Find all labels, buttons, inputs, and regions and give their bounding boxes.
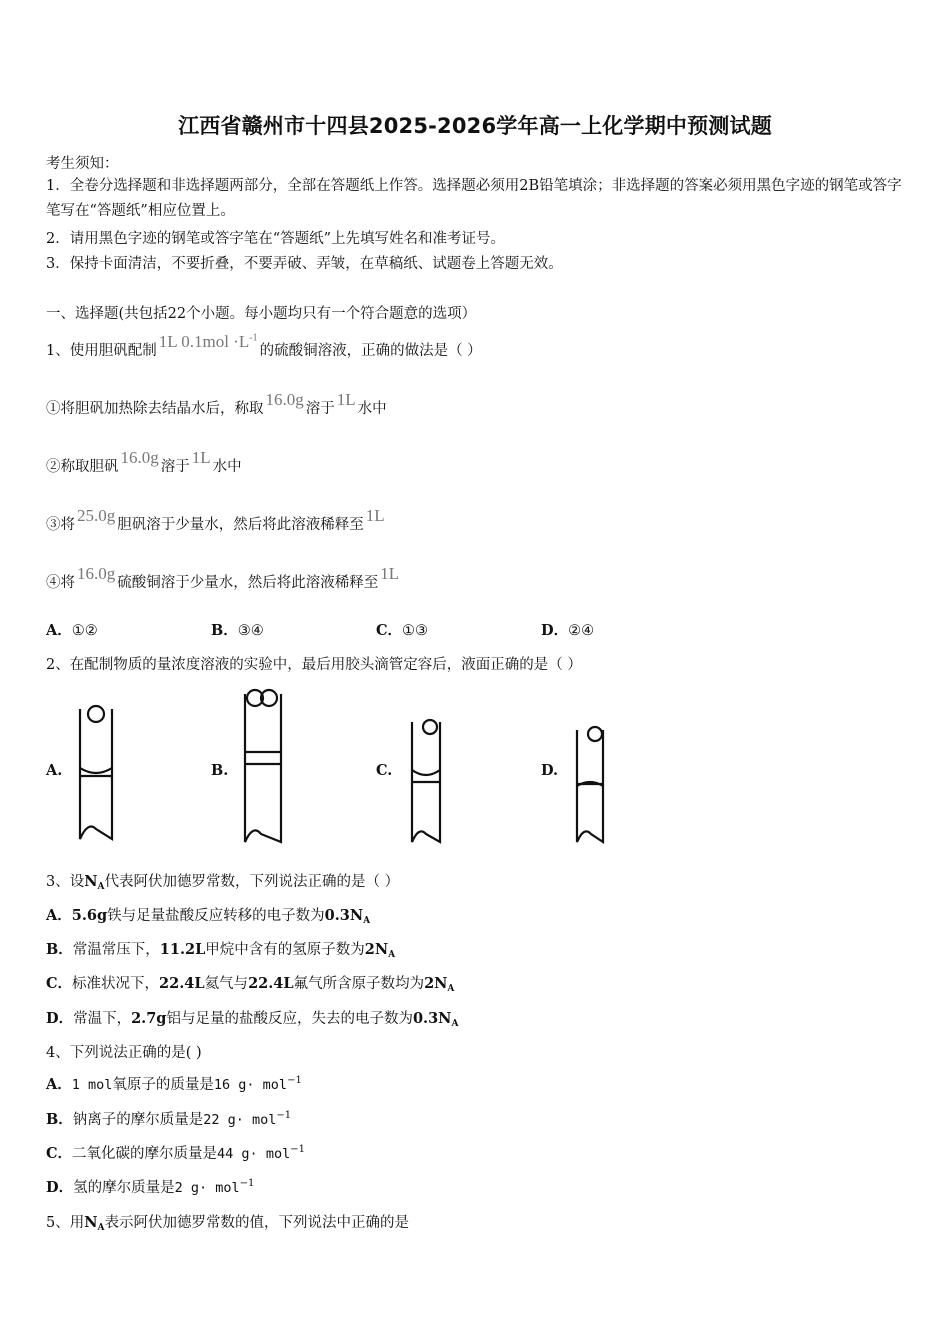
question-4: 4、下列说法正确的是( ) xyxy=(46,1045,202,1061)
q2-label-a[interactable]: A. xyxy=(46,762,63,779)
page-title: 江西省赣州市十四县2025-2026学年高一上化学期中预测试题 xyxy=(178,114,772,138)
q1-statement-3: ③将 25.0g 胆矾溶于少量水，然后将此溶液稀释至 1L xyxy=(46,506,385,533)
q1-statement-2: ②称取胆矾 16.0g 溶于 1L 水中 xyxy=(46,448,242,475)
q3-option-b[interactable]: B．常温常压下，11.2L甲烷中含有的氢原子数为$2N_A$ xyxy=(46,941,396,960)
notice-item-3: 3．保持卡面清洁，不要折叠，不要弄破、弄皱，在草稿纸、试题卷上答题无效。 xyxy=(46,256,563,272)
question-5: 5、用$N_A$表示阿伏加德罗常数的值，下列说法中正确的是 xyxy=(46,1214,409,1233)
q1-formula: 1L $0.1mol \cdot L^{-1}$ xyxy=(158,332,258,351)
q4-option-b[interactable]: B．钠离子的摩尔质量是22 g· mol$^{-1}$ xyxy=(46,1110,292,1128)
q1-prefix: 1、使用胆矾配制 xyxy=(46,343,157,359)
q2-label-c[interactable]: C. xyxy=(376,762,393,779)
q1-option-a[interactable]: A．①② xyxy=(46,622,98,639)
flask-neck-c-icon xyxy=(410,718,442,844)
flask-neck-a-icon xyxy=(78,703,114,841)
notice-item-2: 2．请用黑色字迹的钢笔或答字笔在“答题纸”上先填写姓名和准考证号。 xyxy=(46,231,506,247)
question-1 xyxy=(46,332,482,360)
q1-suffix: 的硫酸铜溶液，正确的做法是（ ） xyxy=(259,343,482,359)
q4-option-a[interactable]: A．1 mol氧原子的质量是16 g· mol$^{-1}$ xyxy=(46,1075,302,1093)
q3-option-c[interactable]: C．标准状况下，22.4L氦气与22.4L氟气所含原子数均为$2N_A$ xyxy=(46,975,455,994)
q1-statement-4: ④将 16.0g 硫酸铜溶于少量水，然后将此溶液稀释至 1L xyxy=(46,564,400,591)
question-3: 3、设$N_A$代表阿伏加德罗常数，下列说法正确的是（ ） xyxy=(46,873,400,892)
q1-statement-1: ①将胆矾加热除去结晶水后，称取 16.0g 溶于 1L 水中 xyxy=(46,390,387,417)
notice-item-1: 1．全卷分选择题和非选择题两部分，全部在答题纸上作答。选择题必须用2B铅笔填涂；非选择题的答案必须用黑色字迹的钢笔或答字笔写在“答题纸”相应位置上。 xyxy=(46,178,902,219)
q3-option-a[interactable]: A．5.6g铁与足量盐酸反应转移的电子数为$0.3N_A$ xyxy=(46,907,371,926)
q2-label-b[interactable]: B. xyxy=(211,762,229,779)
flask-neck-b-icon xyxy=(243,688,283,844)
q2-label-d[interactable]: D. xyxy=(541,762,559,779)
section-heading: 一、选择题(共包括22个小题。每小题均只有一个符合题意的选项） xyxy=(46,306,477,322)
q1-option-b[interactable]: B．③④ xyxy=(211,622,264,639)
q4-option-c[interactable]: C．二氧化碳的摩尔质量是44 g· mol$^{-1}$ xyxy=(46,1144,305,1162)
q1-option-c[interactable]: C．①③ xyxy=(376,622,429,639)
q4-option-d[interactable]: D．氢的摩尔质量是2 g· mol$^{-1}$ xyxy=(46,1178,255,1196)
q1-option-d[interactable]: D．②④ xyxy=(541,622,595,639)
q3-option-d[interactable]: D．常温下，2.7g铝与足量的盐酸反应，失去的电子数为$0.3N_A$ xyxy=(46,1010,459,1029)
question-2: 2、在配制物质的量浓度溶液的实验中，最后用胶头滴管定容后，液面正确的是（ ） xyxy=(46,657,582,673)
flask-neck-d-icon xyxy=(575,726,605,844)
notice-heading: 考生须知： xyxy=(46,156,119,172)
